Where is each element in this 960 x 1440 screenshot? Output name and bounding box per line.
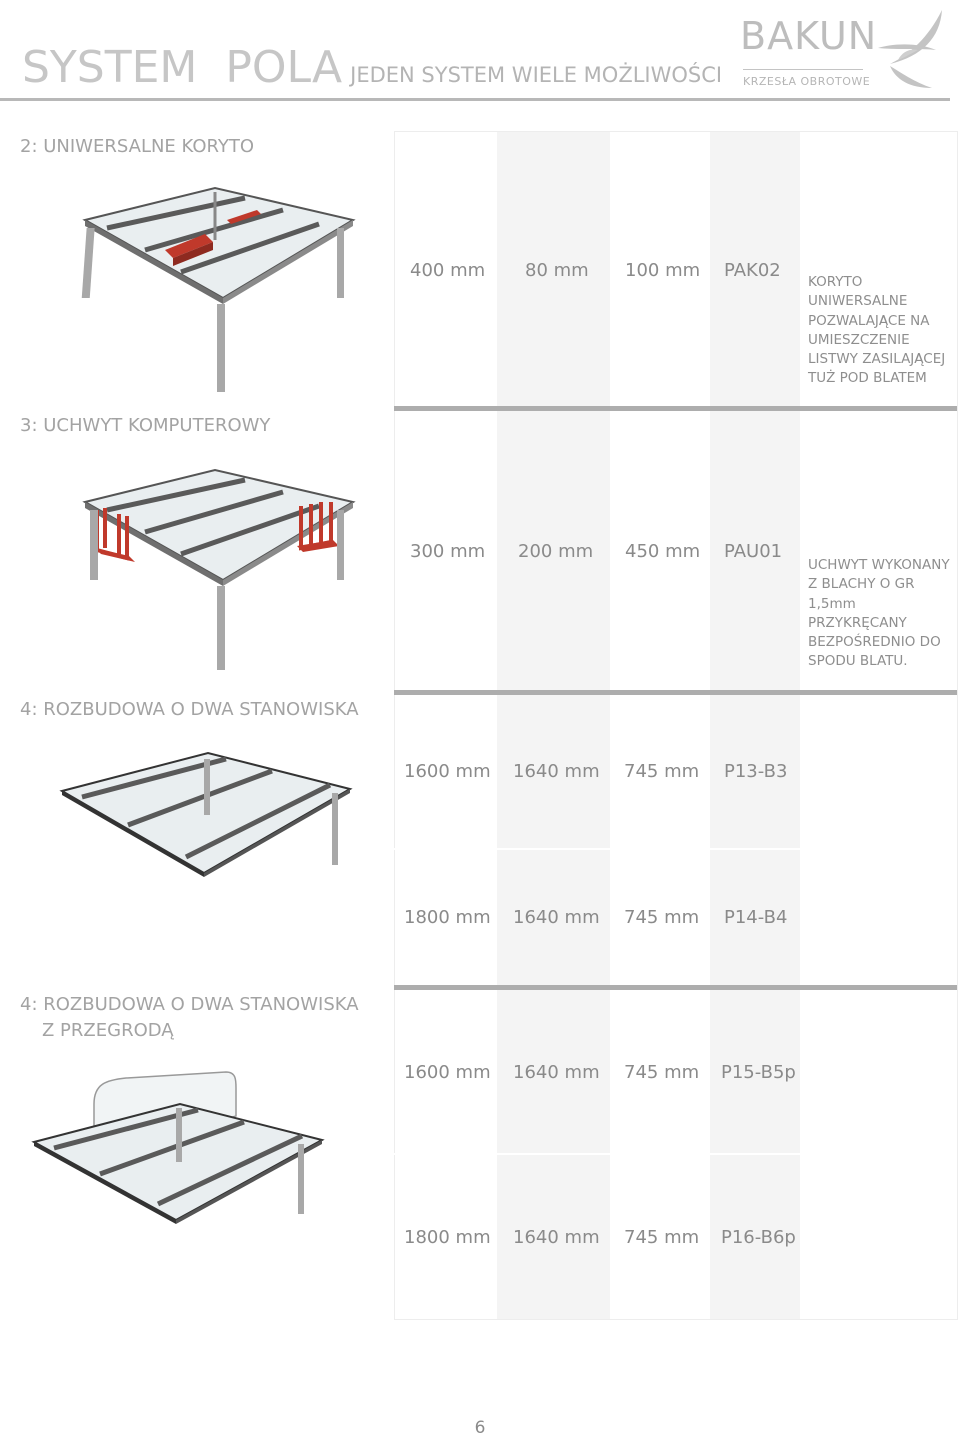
row-1-width: 400 mm [410, 260, 486, 281]
logo-swoosh-icon [870, 8, 950, 92]
row-2-description: UCHWYT WYKONANY Z BLACHY O GR 1,5mm PRZYKRĘCANY BEZPOŚREDNIO DO SPODU BLATU. [808, 557, 950, 670]
row-5-width: 1600 mm [404, 1062, 491, 1083]
row-2-width: 300 mm [410, 541, 486, 562]
table-bottom-border [394, 1319, 958, 1320]
row-6-width: 1800 mm [404, 1227, 491, 1248]
desk-extension-image [58, 745, 358, 885]
row-1-description: KORYTO UNIWERSALNE POZWALAJĄCE NA UMIESZCZENIE LISTWY ZASILAJĄCEJ TUŻ POD BLATEM [808, 274, 946, 387]
section-label-przegroda: Z PRZEGRODĄ [42, 1020, 174, 1041]
section-label-uchwyt: 3: UCHWYT KOMPUTEROWY [20, 415, 271, 436]
bakun-logo [740, 12, 945, 92]
row-2-height: 450 mm [625, 541, 701, 562]
row-2-depth: 200 mm [518, 541, 594, 562]
row-5-depth: 1640 mm [513, 1062, 600, 1083]
row-4-height: 745 mm [624, 907, 700, 928]
desk-with-trough-image [75, 180, 365, 400]
header-divider [0, 98, 950, 101]
page-number: 6 [474, 1418, 486, 1438]
row-4-depth: 1640 mm [513, 907, 600, 928]
table-column-2 [497, 131, 610, 1320]
table-column-1 [394, 131, 497, 1320]
title-main: SYSTEM POLA [22, 42, 343, 93]
desk-with-computer-holder-image [75, 462, 365, 677]
row-3-code: P13-B3 [724, 761, 788, 782]
row-divider [394, 1153, 800, 1155]
section-divider [394, 406, 957, 411]
table-column-3 [610, 131, 710, 1320]
logo-name: BAKUN [740, 14, 878, 58]
row-1-depth: 80 mm [525, 260, 589, 281]
section-divider [394, 690, 957, 695]
table-top-border [394, 131, 958, 132]
row-6-depth: 1640 mm [513, 1227, 600, 1248]
row-5-height: 745 mm [624, 1062, 700, 1083]
section-label-rozbudowa-przegroda: 4: ROZBUDOWA O DWA STANOWISKA [20, 994, 359, 1015]
row-4-width: 1800 mm [404, 907, 491, 928]
row-3-depth: 1640 mm [513, 761, 600, 782]
row-6-height: 745 mm [624, 1227, 700, 1248]
row-3-height: 745 mm [624, 761, 700, 782]
row-divider [394, 848, 800, 850]
row-4-code: P14-B4 [724, 907, 788, 928]
desk-extension-with-partition-image [30, 1068, 330, 1228]
row-1-code: PAK02 [724, 260, 781, 281]
page-title [22, 42, 722, 93]
logo-divider [743, 69, 863, 70]
row-3-width: 1600 mm [404, 761, 491, 782]
table-column-4 [710, 131, 800, 1320]
row-5-code: P15-B5p [721, 1062, 796, 1083]
section-label-koryto: 2: UNIWERSALNE KORYTO [20, 136, 255, 157]
row-6-code: P16-B6p [721, 1227, 796, 1248]
row-2-code: PAU01 [724, 541, 783, 562]
row-1-height: 100 mm [625, 260, 701, 281]
section-divider [394, 985, 957, 990]
section-label-rozbudowa: 4: ROZBUDOWA O DWA STANOWISKA [20, 699, 359, 720]
logo-subtitle: KRZESŁA OBROTOWE [743, 75, 871, 88]
title-sub: JEDEN SYSTEM WIELE MOŻLIWOŚCI [350, 63, 723, 87]
